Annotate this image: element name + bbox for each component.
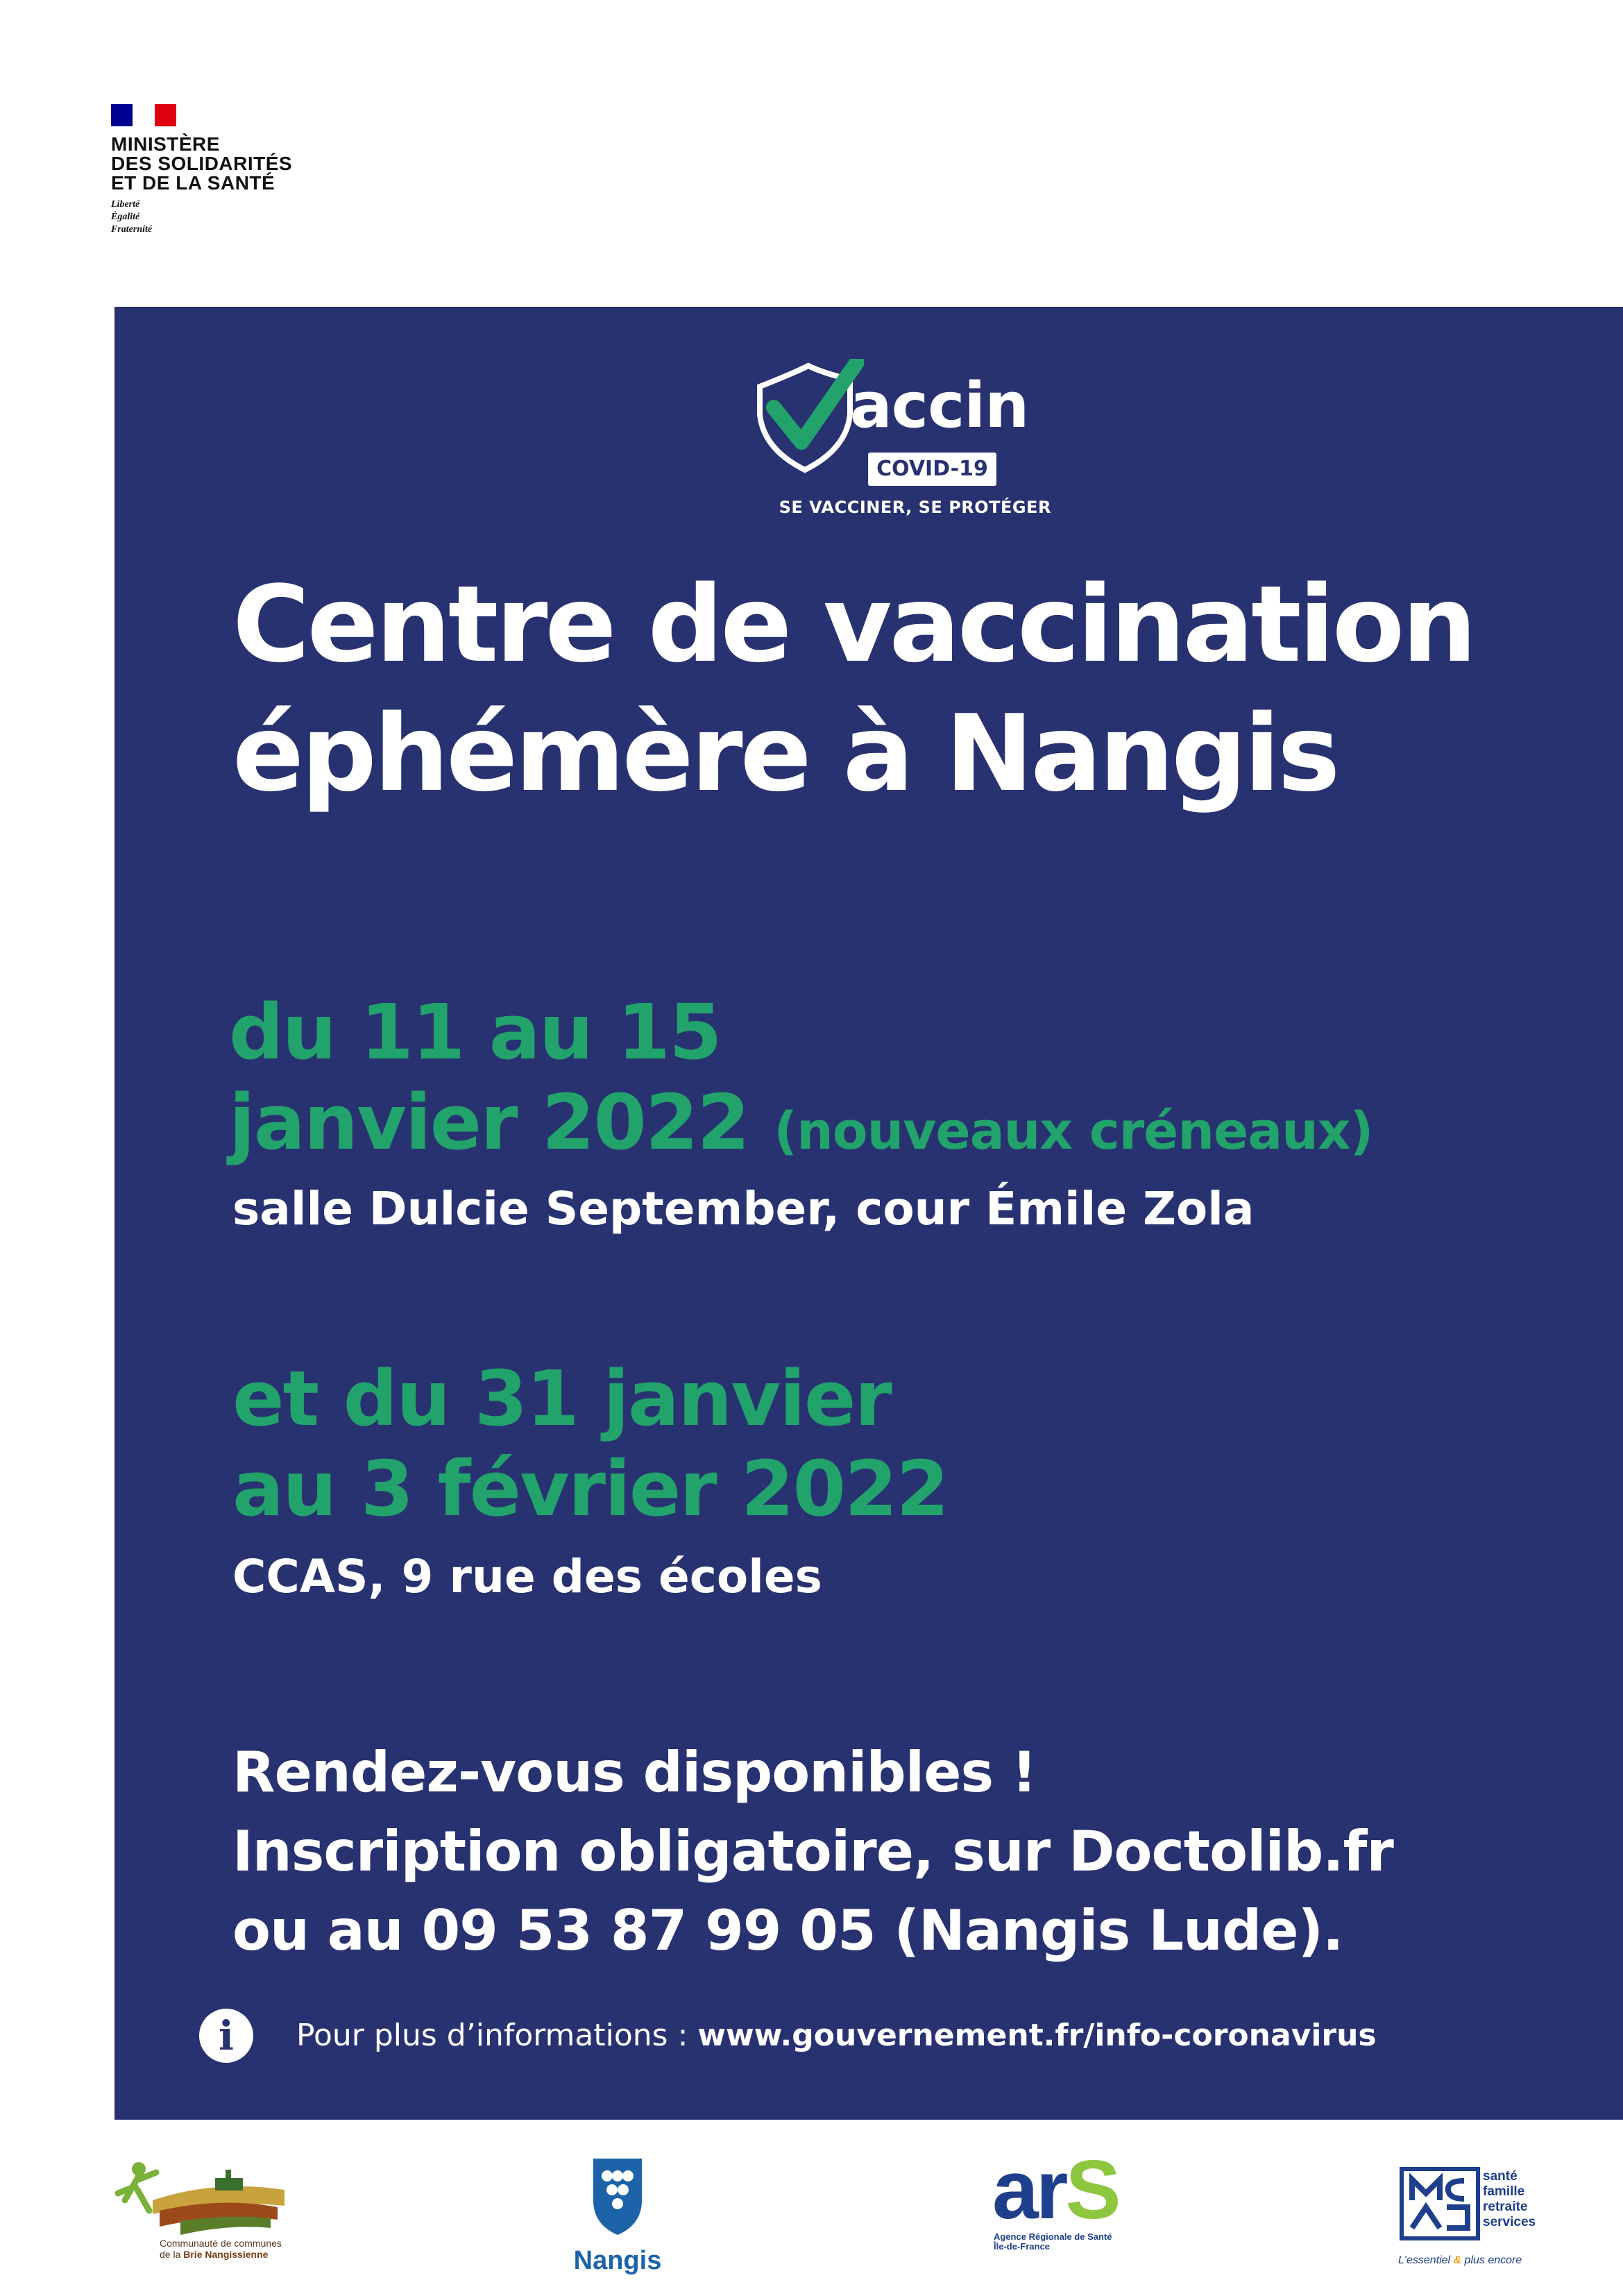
nangis-logo xyxy=(569,2152,666,2277)
msa-emblem-icon xyxy=(1398,2166,1481,2242)
session1-line2-text: janvier 2022 xyxy=(229,1078,749,1167)
msa-word: retraite xyxy=(1483,2200,1528,2214)
msa-tagline-part: L'essentiel xyxy=(1398,2254,1454,2266)
msa-word: services xyxy=(1483,2215,1536,2229)
title-line: éphémère à Nangis xyxy=(232,692,1338,815)
nangis-label: Nangis xyxy=(573,2246,662,2275)
nangis-shield-icon xyxy=(569,2152,666,2242)
cc-label xyxy=(160,2238,312,2260)
session2-place: CCAS, 9 rue des écoles xyxy=(232,1550,822,1603)
title-line: Centre de vaccination xyxy=(232,563,1475,686)
ars-logo xyxy=(992,2143,1173,2277)
poster-panel xyxy=(114,307,1623,2120)
msa-logo xyxy=(1391,2166,1586,2284)
ministry-name-line: DES SOLIDARITÉS xyxy=(111,153,293,174)
session2-line2: au 3 février 2022 xyxy=(232,1444,949,1533)
cc-label-line1: Communauté de communes xyxy=(160,2238,282,2249)
cc-label-line2 xyxy=(160,2249,312,2260)
appointment-line: Rendez-vous disponibles ! xyxy=(232,1740,1037,1805)
page-title xyxy=(232,560,1620,818)
session1-line1: du 11 au 15 xyxy=(229,988,721,1077)
info-label: Pour plus d’informations : xyxy=(296,2018,698,2053)
cc-label-prefix: de la xyxy=(160,2249,184,2260)
ars-s: S xyxy=(1065,2143,1119,2236)
ars-wordmark xyxy=(992,2145,1118,2235)
french-flag-icon xyxy=(111,104,176,126)
covid-badge: COVID-19 xyxy=(868,453,996,486)
shield-check-icon xyxy=(746,359,864,477)
session1-dates xyxy=(229,987,1617,1176)
msa-tagline xyxy=(1398,2254,1522,2267)
vaccin-slogan: SE VACCINER, SE PROTÉGER xyxy=(779,498,1051,517)
msa-words xyxy=(1483,2169,1536,2230)
appointment-line: ou au 09 53 87 99 05 (Nangis Lude). xyxy=(232,1898,1343,1963)
session1-note: (nouveaux créneaux) xyxy=(774,1101,1373,1161)
vaccin-word: accin xyxy=(850,369,1029,442)
ministry-logo xyxy=(111,104,361,236)
session1-place: salle Dulcie September, cour Émile Zola xyxy=(232,1182,1255,1235)
session2-line1: et du 31 janvier xyxy=(232,1354,891,1443)
motto-line: Liberté xyxy=(111,199,140,210)
session2-dates xyxy=(232,1353,1620,1534)
info-text xyxy=(296,2016,1377,2056)
ars-subtitle-line2: Île-de-France xyxy=(994,2241,1050,2252)
msa-tagline-amp: & xyxy=(1453,2254,1462,2266)
ars-subtitle-line1: Agence Régionale de Santé xyxy=(994,2231,1112,2242)
ministry-name-line: MINISTÈRE xyxy=(111,133,220,155)
brie-nangissienne-logo xyxy=(111,2152,305,2263)
republic-motto xyxy=(111,199,361,236)
ministry-name-line: ET DE LA SANTÉ xyxy=(111,172,275,194)
msa-tagline-part: plus encore xyxy=(1461,2254,1522,2266)
info-url: www.gouvernement.fr/info-coronavirus xyxy=(697,2018,1377,2053)
ars-subtitle xyxy=(994,2232,1112,2252)
info-icon: i xyxy=(199,2009,253,2063)
brie-nangissienne-emblem-icon xyxy=(111,2152,305,2238)
msa-word: santé xyxy=(1483,2169,1518,2184)
vaccin-covid-logo xyxy=(746,359,1058,515)
session1-line2 xyxy=(229,1077,1617,1176)
appointment-info xyxy=(232,1733,1620,1970)
ars-word: ar xyxy=(992,2143,1066,2236)
msa-word: famille xyxy=(1483,2184,1525,2199)
appointment-line: Inscription obligatoire, sur Doctolib.fr xyxy=(232,1819,1393,1884)
ministry-name xyxy=(111,135,361,193)
motto-line: Égalité xyxy=(111,212,140,222)
motto-line: Fraternité xyxy=(111,224,153,235)
cc-label-name: Brie Nangissienne xyxy=(183,2249,269,2260)
